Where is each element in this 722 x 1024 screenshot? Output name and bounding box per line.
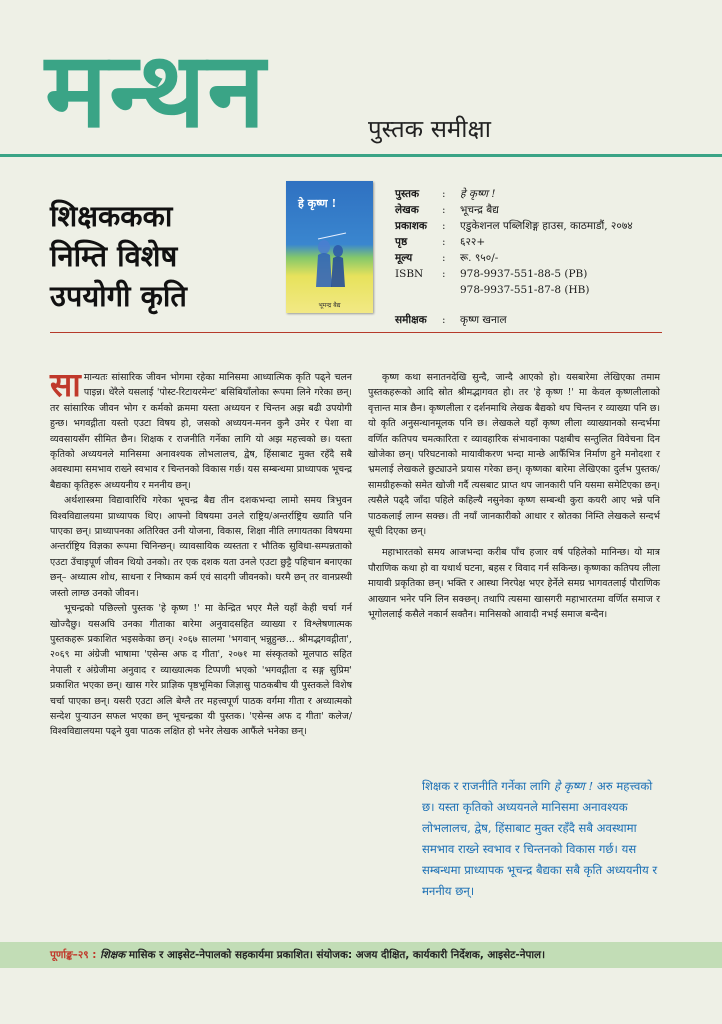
headline-line-3: उपयोगी कृति (50, 279, 187, 313)
section-subtitle: पुस्तक समीक्षा (368, 115, 491, 143)
book-info-row (395, 250, 633, 266)
book-info-row (395, 218, 633, 234)
book-info-value: रू. ९५०/- (460, 252, 499, 264)
article-paragraph: कृष्ण कथा सनातनदेखि सुन्दै, जान्दै आएको हो। यसबारेमा लेखिएका तमाम पुस्तकहरूको आदि स्रोत श्रीमद्भागवत हो। तर 'हे कृष्ण !' मा केवल कृष्णलीलाको वृत्तान्त मात्र छैन। कृष्णलीला र दर्शनमाथि लेखक बैद्यको थप चिन्तन र व्याख्या पनि छ। यो कृति अनुसन्धानमूलक पनि छ। लेखकले यहाँ कृष्ण लीला व्याख्यानको सन्दर्भमा वर्णित कतिपय चमत्कारिता र व्यावहारिक संभावनाका पक्षबीच सन्तुलित विवेचना दिन खोजेका छन्। परिघटनाको मायावीकरण भन्दा मान्छे आफैँभित्र निर्माण हुने मनोदशा र भ्रमलाई लेखकले छुट्याउने प्रयास गरेका छन्। कृष्णका बारेमा लेखिएका दुर्लभ पुस्तक/सामग्रीहरूको समेत खोजी गर्दै त्यसबाट प्राप्त थप जानकारी पनि यसमा समेटिएका छन्। त्यसैले पढ्दै जाँदा पहिले कहिल्यै नसुनेका कृष्ण सम्बन्धी कुरा कयरी आए भन्ने पनि पाठकलाई लाग्न सक्छ। ती नयाँ जानकारीको आधार र स्रोतका निम्ति लेखकले सन्दर्भ सूची दिएका छन्। (368, 372, 660, 538)
book-info-label: पृष्ठ (395, 236, 408, 248)
book-info-separator: : (442, 220, 446, 232)
book-info-value: ६२२+ (460, 236, 486, 248)
book-info-value: 978-9937-551-88-5 (PB) (460, 268, 588, 280)
headline-line-2: निम्ति विशेष (50, 239, 178, 273)
krishna-figure-icon (312, 229, 352, 289)
book-info-label: ISBN (395, 268, 424, 280)
book-info-value: हे कृष्ण ! (460, 188, 496, 200)
masthead-title: मन्थन (45, 29, 268, 151)
book-info-value: एडुकेशनल पब्लिशिङ्ग हाउस, काठमाडौं, २०७४ (460, 220, 633, 232)
book-info-value: 978-9937-551-87-8 (HB) (460, 284, 590, 296)
article-column-left (50, 365, 352, 740)
book-info-separator (442, 282, 460, 298)
book-info-separator: : (442, 188, 446, 200)
book-info-row (395, 266, 633, 282)
header-divider (0, 154, 722, 157)
footer-issue-label: पूर्णाङ्क–२९ : (50, 949, 97, 961)
pull-quote-text: अरु महत्त्वको छ। यस्ता कृतिको अध्ययनले मानिसमा अनावश्यक लोभलालच, द्वेष, हिंसाबाट मुक्त रहँदै सबै अवस्थामा समभाव राख्ने स्वभाव र चिन्तनको विकास गर्छ। यस सम्बन्धमा प्राध्यापक भूचन्द्र बैद्यका सबै कृति अध्ययनीय र मननीय छन्। (422, 779, 658, 898)
book-cover-author: भूमन्द्र बैद्य (318, 302, 341, 309)
article-headline (50, 196, 187, 316)
book-info-separator: : (442, 236, 446, 248)
book-cover-image (286, 181, 373, 313)
article-paragraph: भूचन्द्रको पछिल्लो पुस्तक 'हे कृष्ण !' मा केन्द्रित भएर मैले यहाँ केही चर्चा गर्न खोज्दैछु। यसअघि उनका गीताका बारेमा अनुवादसहित व्याख्या र विश्लेषणात्मक पुस्तकहरू प्रकाशित भइसकेका छन्। २०६७ सालमा 'भगवान् भन्नुहुन्छ... श्रीमद्भगवद्गीता', २०६९ मा अंग्रेजी भाषामा 'एसेन्स अफ द गीता', २०७१ मा संस्कृतको मूलपाठ सहित नेपाली र अंग्रेजीमा अनुवाद र व्याख्यात्मक टिप्पणी भएको 'भगवद्गीता द सङ्ग सुप्रिम' प्रकाशित भएका छन्। खास गरेर प्राज्ञिक पृष्ठभूमिका जिज्ञासु पाठकबीच यी पुस्तकले विशेष चर्चा पाएका छन्। यसरी एउटा अलि बेग्लै तर महत्त्वपूर्ण पाठक वर्गमा गीता र अध्यात्मको सन्देश पुऱ्याउन सफल भएका छन् भूचन्द्रका यी पुस्तक। 'एसेन्स अफ द गीता' कलेज/विश्वविद्यालयमा पढ्ने युवा पाठक लक्षित हो भनेर लेखक आफैंले भनेका छन्। (50, 603, 352, 738)
book-info-label: पुस्तक (395, 188, 420, 200)
reviewer-row (395, 312, 633, 328)
paragraph-text: मान्यतः सांसारिक जीवन भोगमा रहेका मानिसमा आध्यात्मिक कृति पढ्ने चलन पाइन्न। धेरैले यसलाई 'पोस्ट-रिटायरमेन्ट' बसिबियाँलोका रूपमा लिने गरेका छन्। तर सांसारिक जीवन भोग र कर्मको क्रममा यस्ता अध्ययन र चिन्तन अझ बढी उपयोगी हुन्छ। भगवद्गीता यस्तो एउटा विषय हो, जसको अध्ययन-मनन कुनै उमेर र पेशा वा व्यवसायसँग सीमित छैन। शिक्षक र राजनीति गर्नेका लागि यो अझ महत्त्वको छ। यस्ता कृतिको अध्ययनले मानिसमा अनावश्यक लोभलालच, द्वेष, हिंसाबाट मुक्त रहँदै सबै अवस्थामा समभाव राख्ने स्वभाव र चिन्तनको विकास गर्छ। यस सम्बन्धमा प्राध्यापक भूचन्द्र बैद्यका कृतिहरू अध्ययनीय र मननीय छन्। (50, 372, 352, 491)
book-info-label (395, 282, 442, 298)
book-info-row (395, 202, 633, 218)
pull-quote-book-title: हे कृष्ण ! (553, 779, 594, 793)
book-info-row (395, 234, 633, 250)
book-info-label: लेखक (395, 204, 419, 216)
pull-quote (422, 776, 662, 902)
book-info-row (395, 282, 633, 298)
pull-quote-text: शिक्षक र राजनीति गर्नेका लागि (422, 779, 554, 793)
article-column-right (368, 370, 660, 623)
book-info-label: मूल्य (395, 252, 413, 264)
reviewer-label: समीक्षक (395, 314, 427, 326)
book-info-separator: : (442, 268, 446, 280)
headline-line-1: शिक्षककका (50, 199, 173, 233)
drop-cap: सा (50, 365, 81, 404)
book-info-separator: : (442, 252, 446, 264)
footer-publication-name: शिक्षक (100, 949, 126, 961)
section-divider (50, 332, 662, 333)
footer-credit-text: मासिक र आइसेट-नेपालको सहकार्यमा प्रकाशित। संयोजक: अजय दीक्षित, कार्यकारी निर्देशक, आइसेट-नेपाल। (125, 949, 546, 961)
reviewer-separator: : (442, 314, 446, 326)
book-cover-title: हे कृष्ण ! (298, 197, 337, 210)
book-info (395, 186, 633, 328)
book-info-label: प्रकाशक (395, 220, 427, 232)
book-info-value: भूचन्द्र बैद्य (460, 204, 499, 216)
footer-credit (50, 948, 545, 962)
article-paragraph (50, 365, 352, 493)
article-paragraph: अर्थशास्त्रमा विद्यावारिधि गरेका भूचन्द्र बैद्य तीन दशकभन्दा लामो समय त्रिभुवन विश्वविद्यालयमा प्राध्यापक थिए। आफ्नो विषयमा उनले राष्ट्रिय/अन्तर्राष्ट्रिय ख्याति पनि पाएका छन्। प्राध्यापनका अतिरिक्त उनी योजना, विकास, शिक्षा नीति लगायतका विषयमा अन्तर्राष्ट्रिय विज्ञका रूपमा चिनिन्छन्। व्यावसायिक व्यस्तता र भौतिक सुविधा-सम्पन्नताको एउटा उँचाइपूर्ण जीवन थियो उनको। तर एक दशक यता उनले एउटा छुट्टै पहिचान बनाएका छन्– अध्यात्म शोध, साधना र निष्काम कर्म एवं सादगी जीवनको। घरमै छन् तर वानप्रस्थी जस्तो लाग्छ उनको जीवन। (50, 495, 352, 599)
book-info-separator: : (442, 204, 446, 216)
book-info-row (395, 186, 633, 202)
reviewer-name: कृष्ण खनाल (460, 314, 507, 326)
article-paragraph: महाभारतको समय आजभन्दा करीब पाँच हजार वर्ष पहिलेको मानिन्छ। यो मात्र पौराणिक कथा हो वा यथार्थ घटना, बहस र विवाद गर्न सकिन्छ। कृष्णका कतिपय लीला मायावी प्रकृतिका छन्। भक्ति र आस्था निरपेक्ष भएर हेर्नेले समग्र भागवतलाई पौराणिक आख्यान भनेर पनि लिन सक्छन्। तथापि त्यसमा खासगरी महाभारतमा वर्णित समाज र भूगोललाई कसैले नकार्न सक्तैन। मानिसको आवादी नभई समाज बन्दैन। (368, 547, 660, 621)
